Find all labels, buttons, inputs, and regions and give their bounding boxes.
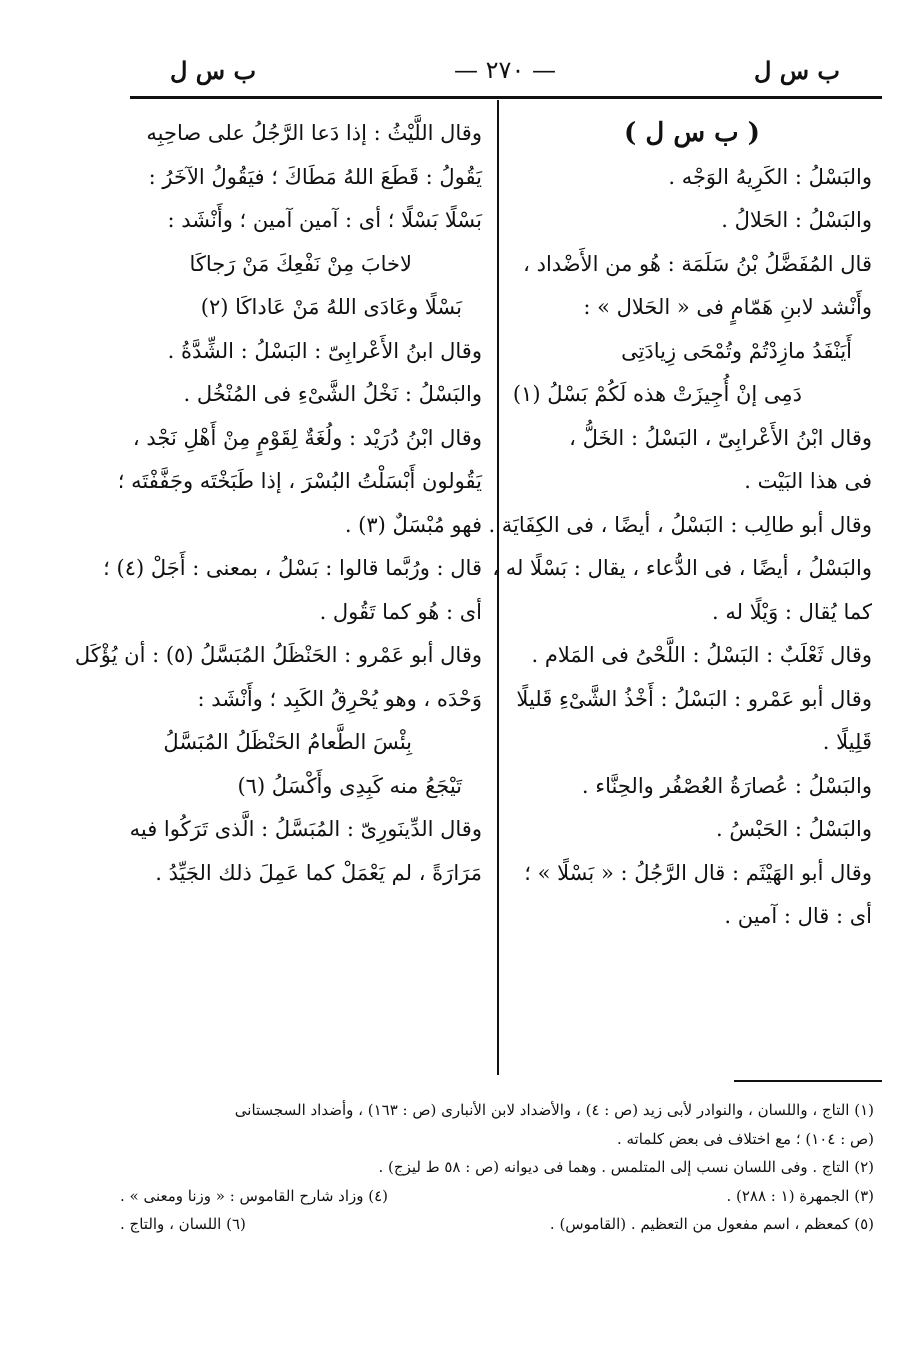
text-line: أى : قال : آمين . (724, 904, 872, 928)
verse-line: بَسْلًا وعَادَى اللهُ مَنْ عَاداكَا (٢) (200, 295, 462, 319)
header-root-left: ب س ل (170, 56, 257, 85)
text-line: يَقُولُ : قَطَعَ اللهُ مَطَاكَ ؛ فيَقُولُ الآخَرُ : (148, 164, 482, 189)
text-line: وقال أبو طالِب : البَسْلُ ، أيضًا ، فى الكِفَايَة . (488, 512, 872, 537)
text-line: والبَسْلُ : الكَرِيهُ الوَجْه . (668, 164, 872, 189)
right-column (488, 112, 872, 939)
header-root-right: ب س ل (753, 56, 840, 85)
footnote-row-5-6 (120, 1210, 874, 1239)
verse-line: تَيْجَعُ منه كَبِدِى وأَكْسَلُ (٦) (237, 773, 462, 798)
text-line: والبَسْلُ : الحَلالُ . (721, 208, 872, 232)
text-line: وقال أبو عَمْرو : الحَنْظَلُ المُبَسَّلُ (٥) : أن يُؤْكَل (74, 643, 482, 667)
footnote-1-line-2: (ص : ١٠٤) ؛ مع اختلاف فى بعض كلماته . (616, 1129, 874, 1148)
footnote-1-line-1: (١) التاج ، واللسان ، والنوادر لأبى زيد (ص : ٤) ، والأضداد لابن الأنبارى (ص : ١٦٣) ، وأضداد السجستانى (234, 1101, 874, 1119)
text-line: فهو مُبْسَلٌ (٣) . (344, 512, 482, 537)
text-line: بَسْلًا بَسْلًا ؛ أى : آمين آمين ؛ وأَنْشَد : (167, 208, 482, 232)
text-line: كما يُقال : وَيْلًا له . (712, 599, 872, 624)
footnote-6: (٦) اللسان ، والتاج . (120, 1215, 246, 1233)
text-line: والبَسْلُ ، أيضًا ، فى الدُّعاء ، يقال : بَسْلًا له ، (492, 556, 872, 580)
footnote-2: (٢) التاج . وفى اللسان نسب إلى المتلمس . وهما فى ديوانه (ص : ٥٨ ط ليزج) . (378, 1158, 874, 1176)
entry-root-title: ( ب س ل ) (624, 118, 760, 148)
text-line: وقال اللَّيْثُ : إذا دَعا الرَّجُلُ على صاحِبِه (146, 121, 482, 145)
text-line: قَلِيلًا . (822, 730, 872, 754)
text-line: والبَسْلُ : عُصارَةُ العُصْفُر والحِنَّاء . (581, 773, 872, 798)
verse-line: أَيَنْفَدُ مازِدْتُمْ وتُمْحَى زِيادَتِى (621, 338, 852, 363)
header-rule (130, 96, 882, 99)
text-line: وأَنْشد لابنِ هَمّامٍ فى « الحَلال » : (583, 295, 872, 319)
text-line: وقال أبو الهَيْثَم : قال الرَّجُلُ : « بَسْلًا » ؛ (524, 860, 872, 885)
left-column (74, 112, 482, 895)
text-line: والبَسْلُ : نَخْلُ الشَّىْءِ فى المُنْخُل . (183, 382, 482, 406)
text-line: وقال الدِّينَورِىّ : المُبَسَّلُ : الَّذى تَرَكُوا فيه (129, 817, 482, 841)
text-line: وقال ابنُ الأَعْرابِىّ : البَسْلُ : الشِّدَّةُ . (167, 338, 482, 363)
footnote-5: (٥) كمعظم ، اسم مفعول من التعظيم . (القاموس) . (549, 1215, 874, 1233)
footnotes (120, 1096, 874, 1239)
verse-line: بِئْسَ الطَّعامُ الحَنْظَلُ المُبَسَّلُ (163, 730, 412, 754)
text-line: يَقُولون أَبْسَلْتُ البُسْرَ ، إذا طَبَخْتَه وجَفَّفْتَه ؛ (117, 469, 482, 493)
text-line: أى : هُو كما تَقُول . (319, 599, 482, 624)
page-number: — ٢٧٠ — (454, 56, 556, 84)
text-line: والبَسْلُ : الحَبْسُ . (715, 817, 872, 841)
text-line: فى هذا البَيْت . (744, 469, 872, 493)
footnote-3: (٣) الجمهرة (١ : ٢٨٨) . (726, 1186, 874, 1205)
text-line: وقال ابْنُ الأَعْرابِىّ ، البَسْلُ : الخَلُّ ، (569, 425, 872, 450)
text-line: وقال أبو عَمْرو : البَسْلُ : أَخْذُ الشَّىْءِ قَليلًا (516, 686, 872, 711)
text-line: وقال ابْنُ دُرَيْد : ولُغَةٌ لِقَوْمٍ مِنْ أَهْلِ نَجْد ، (132, 425, 482, 450)
text-line: وقال ثَعْلَبٌ : البَسْلُ : اللَّحْىُ فى المَلام . (531, 643, 872, 667)
text-line: قال : ورُبَّما قالوا : بَسْلُ ، بمعنى : أَجَلْ (٤) ؛ (103, 556, 482, 580)
page-header (130, 52, 880, 92)
text-line: وَحْدَه ، وهو يُحْرِقُ الكَبِد ؛ وأَنْشَد : (197, 686, 482, 711)
text-line: مَرَارَةً ، لم يَعْمَلْ كما عَمِلَ ذلك الجَيِّدُ . (155, 860, 482, 885)
text-line: قال المُفَضَّلُ بْنُ سَلَمَة : هُو من الأَضْداد ، (523, 251, 872, 276)
verse-line: لاخابَ مِنْ نَفْعِكَ مَنْ رَجاكَا (189, 251, 412, 276)
footnote-rule (734, 1080, 882, 1082)
verse-line: دَمِى إنْ أُجِيزَتْ هذه لَكُمْ بَسْلُ (١) (512, 382, 802, 406)
footnote-4: (٤) وزاد شارح القاموس : « وزنا ومعنى » . (120, 1186, 389, 1205)
footnote-row-3-4 (120, 1182, 874, 1211)
